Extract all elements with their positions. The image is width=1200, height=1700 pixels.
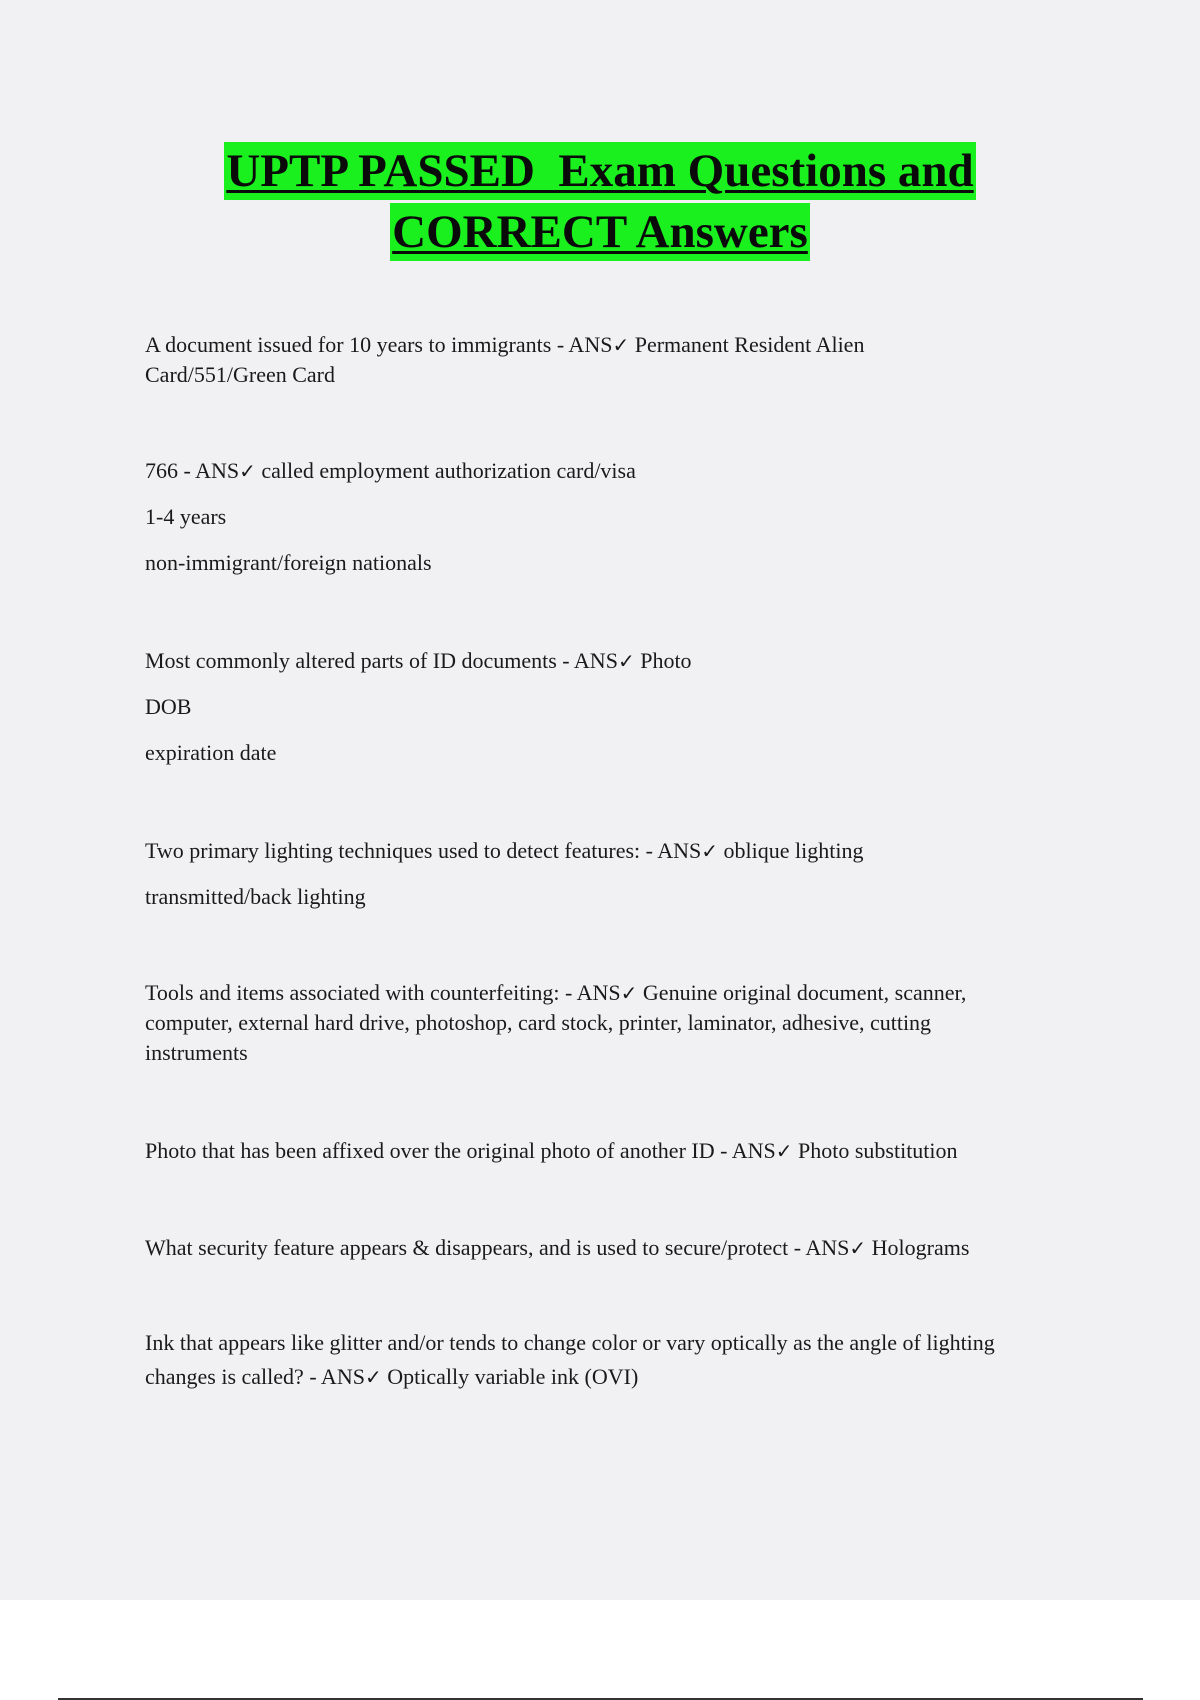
qa-item — [145, 456, 1085, 594]
answer-text: transmitted/back lighting — [145, 884, 366, 909]
qa-item — [145, 646, 1085, 784]
title-line-1: UPTP PASSED Exam Questions and — [224, 142, 975, 200]
question-text: Tools and items associated with counterfeiting: - ANS — [145, 980, 621, 1005]
question-text: A document issued for 10 years to immigrants - ANS — [145, 332, 613, 357]
question-text: 766 - ANS — [145, 458, 240, 483]
answer-text: oblique lighting — [723, 838, 864, 863]
answer-text: DOB — [145, 694, 192, 719]
qa-item — [145, 1326, 1085, 1410]
check-icon: ✓ — [775, 1139, 793, 1163]
question-text: Two primary lighting techniques used to detect features: - ANS — [145, 838, 702, 863]
answer-text: Photo substitution — [798, 1138, 958, 1163]
answer-text: instruments — [145, 1040, 248, 1065]
answer-text: computer, external hard drive, photoshop, card stock, printer, laminator, adhesive, cutting — [145, 1010, 932, 1035]
question-text: Most commonly altered parts of ID documents - ANS — [145, 648, 618, 673]
qa-item — [145, 978, 1085, 1084]
answer-text: Permanent Resident Alien — [634, 332, 865, 357]
title-line-2: CORRECT Answers — [390, 203, 810, 261]
check-icon: ✓ — [701, 839, 719, 863]
question-text: Photo that has been affixed over the original photo of another ID - ANS — [145, 1138, 776, 1163]
check-icon: ✓ — [617, 649, 635, 673]
answer-text: Genuine original document, scanner, — [642, 980, 967, 1005]
answer-text: Optically variable ink (OVI) — [387, 1364, 639, 1389]
question-text: Ink that appears like glitter and/or tends to change color or vary optically as the angle of lighting — [145, 1330, 995, 1355]
answer-text: Card/551/Green Card — [145, 362, 335, 387]
answer-text: called employment authorization card/visa — [261, 458, 636, 483]
qa-item — [145, 836, 1085, 928]
answer-text: Holograms — [871, 1235, 970, 1260]
check-icon: ✓ — [239, 459, 256, 483]
check-icon: ✓ — [612, 333, 630, 357]
answer-text: Photo — [640, 648, 692, 673]
check-icon: ✓ — [364, 1365, 382, 1389]
qa-item — [145, 1136, 1085, 1182]
qa-item — [145, 330, 1085, 406]
answer-text: expiration date — [145, 740, 277, 765]
answer-text: 1-4 years — [145, 504, 227, 529]
answer-text: non-immigrant/foreign nationals — [145, 550, 432, 575]
check-icon: ✓ — [849, 1236, 867, 1260]
qa-item — [145, 1233, 1085, 1279]
question-text-continued: changes is called? - ANS — [145, 1364, 365, 1389]
check-icon: ✓ — [620, 981, 638, 1005]
question-text: What security feature appears & disappears, and is used to secure/protect - ANS — [145, 1235, 850, 1260]
document-title — [0, 142, 1200, 264]
